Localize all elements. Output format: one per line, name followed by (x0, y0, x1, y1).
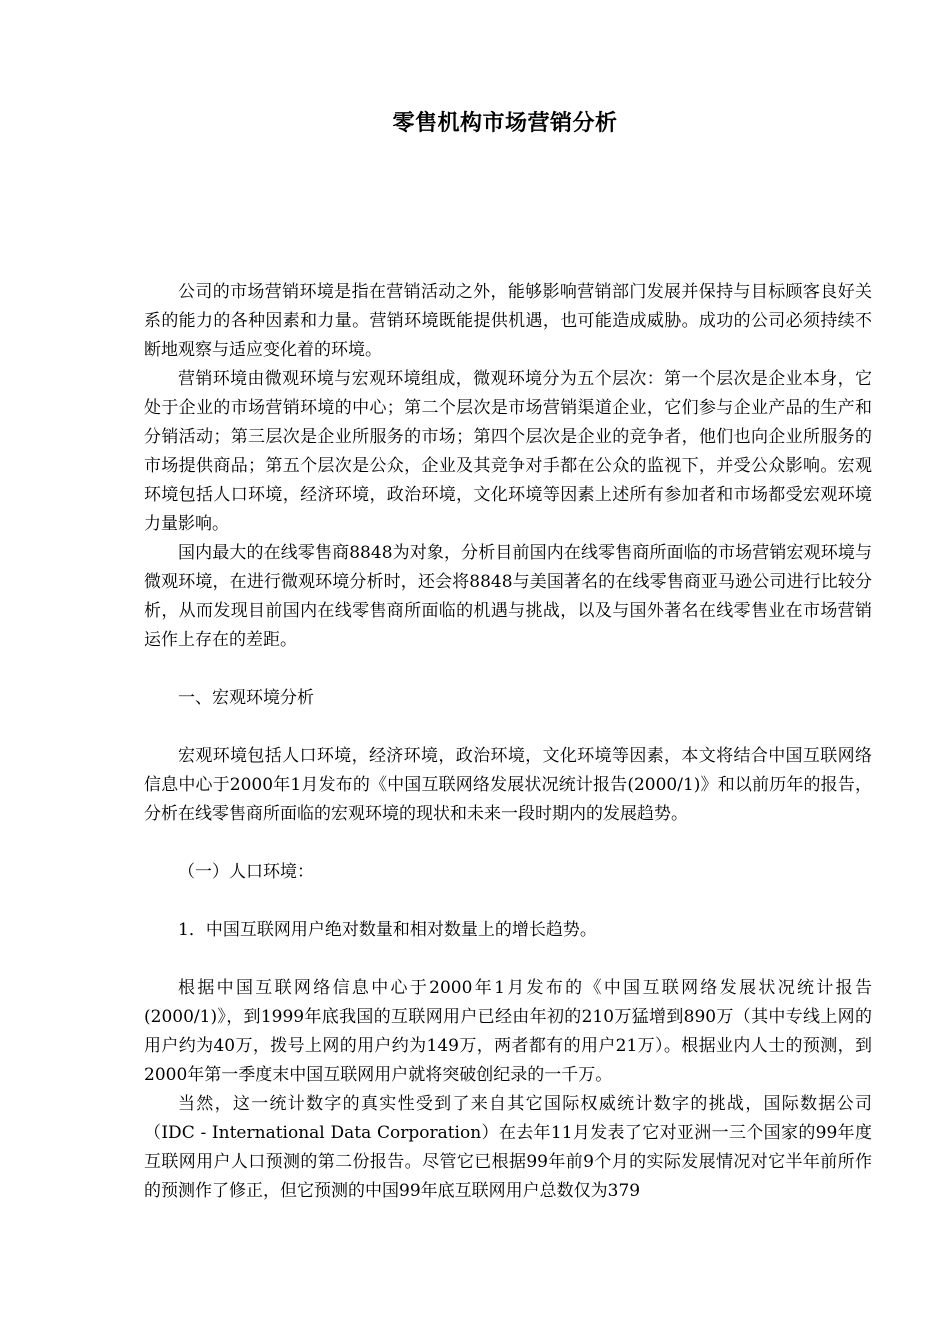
paragraph-marketing-environment: 公司的市场营销环境是指在营销活动之外，能够影响营销部门发展并保持与目标顾客良好关系的能力的各种因素和力量。营销环境既能提供机遇，也可能造成威胁。成功的公司必须持续不断地观察与适应变化着的环境。 (144, 282, 872, 360)
spacer (144, 887, 872, 916)
paragraph-macro-factors: 宏观环境包括人口环境，经济环境，政治环境，文化环境等因素，本文将结合中国互联网络信息中心于2000年1月发布的《中国互联网络发展状况统计报告(2000/1)》和以前历年的报告，分析在线零售商所面临的宏观环境的现状和未来一段时期内的发展趋势。 (144, 746, 872, 824)
paragraph-environment-levels: 营销环境由微观环境与宏观环境组成，微观环境分为五个层次：第一个层次是企业本身，它处于企业的市场营销环境的中心；第二个层次是市场营销渠道企业，它们参与企业产品的生产和分销活动；第三层次是企业所服务的市场；第四个层次是企业的竞争者，他们也向企业所服务的市场提供商品；第五个层次是公众，企业及其竞争对手都在公众的监视下，并受公众影响。宏观环境包括人口环境，经济环境，政治环境，文化环境等因素上述所有参加者和市场都受宏观环境力量影响。 (144, 369, 872, 534)
spacer (144, 655, 872, 684)
document-body (144, 278, 872, 1206)
paragraph-8848-analysis: 国内最大的在线零售商8848为对象，分析目前国内在线零售商所面临的市场营销宏观环境与微观环境，在进行微观环境分析时，还会将8848与美国著名的在线零售商亚马逊公司进行比较分析，从而发现目前国内在线零售商所面临的机遇与挑战，以及与国外著名在线零售业在市场营销运作上存在的差距。 (144, 543, 872, 650)
heading-macro-environment: 一、宏观环境分析 (178, 688, 314, 708)
document-title: 零售机构市场营销分析 (392, 111, 618, 136)
paragraph-idc-report: 当然，这一统计数字的真实性受到了来自其它国际权威统计数字的挑战，国际数据公司（IDC - International Data Corporation）在去年11月发表了它对亚洲一三个国家的99年度互联网用户人口预测的第二份报告。尽管它已根据99年前9个月的实际发展情况对它半年前所作的预测作了修正，但它预测的中国99年底互联网用户总数仅为379 (144, 1094, 872, 1201)
heading-user-growth: 1．中国互联网用户绝对数量和相对数量上的增长趋势。 (178, 920, 597, 940)
heading-population-environment: （一）人口环境： (178, 862, 314, 882)
spacer (144, 945, 872, 974)
spacer (144, 713, 872, 742)
spacer (144, 829, 872, 858)
paragraph-cnnic-report: 根据中国互联网络信息中心于2000年1月发布的《中国互联网络发展状况统计报告(2000/1)》，到1999年底我国的互联网用户已经由年初的210万猛增到890万（其中专线上网的用户约为40万，拨号上网的用户约为149万，两者都有的用户21万）。根据业内人士的预测，到2000年第一季度末中国互联网用户就将突破创纪录的一千万。 (144, 978, 872, 1085)
